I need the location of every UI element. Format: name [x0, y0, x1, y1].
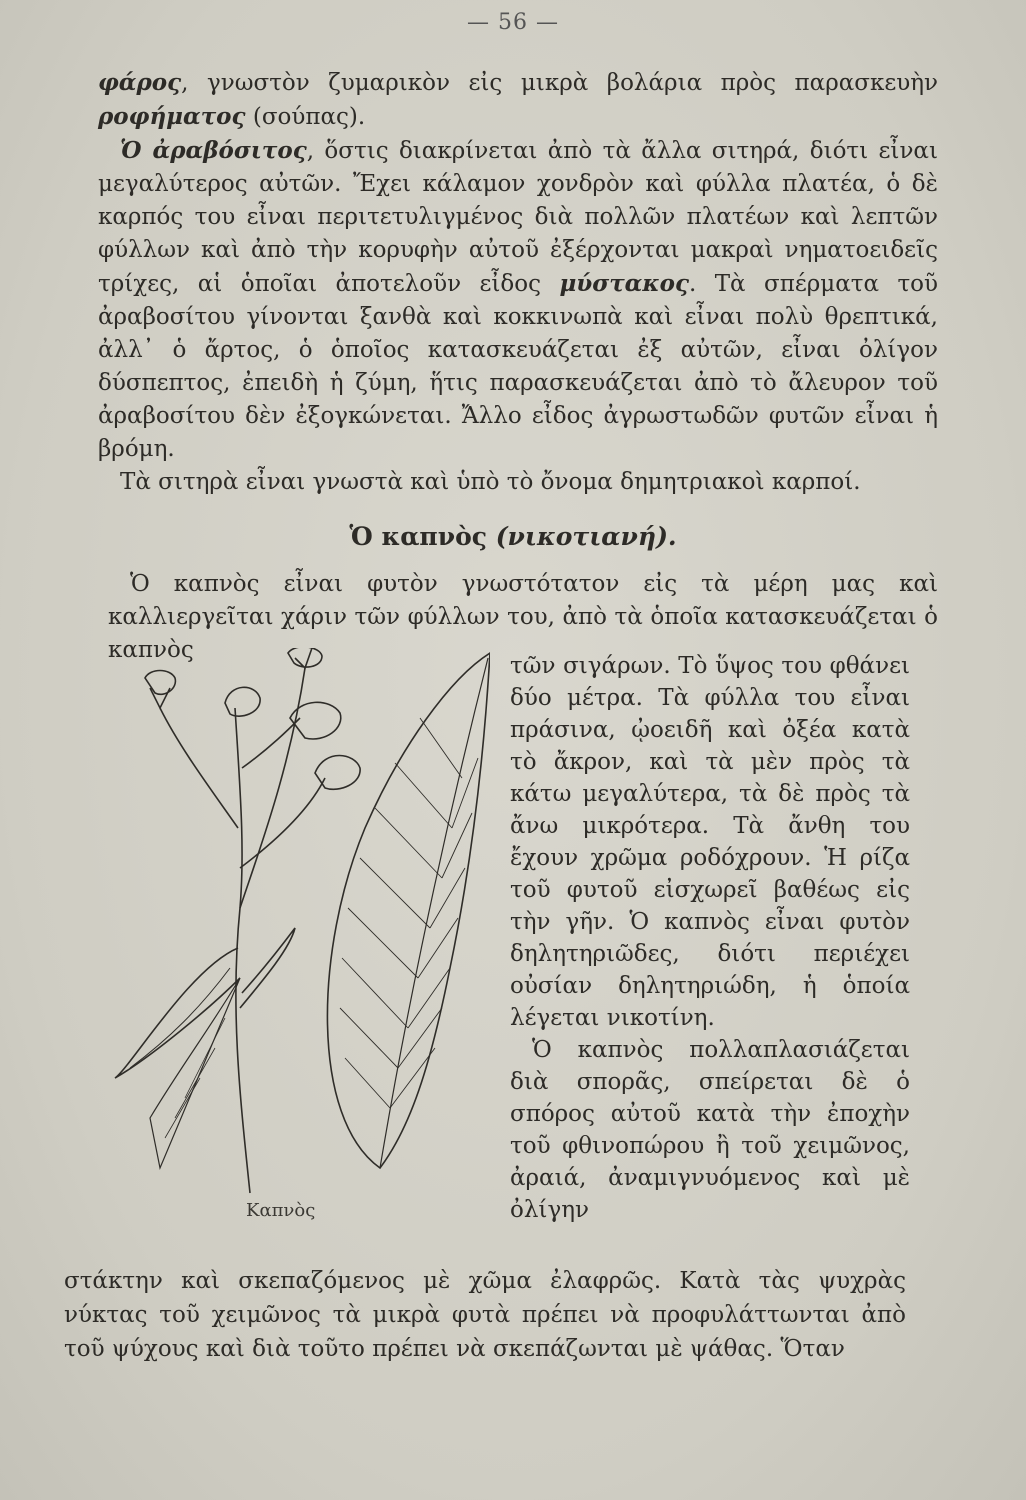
paragraph-corn-text1: , ὅστις διακρίνεται ἀπὸ τὰ ἄλλα σιτηρά, διότι εἶναι μεγαλύτερος αὐτῶν. Ἔχει κάλαμον χονδρὸν καὶ φύλλα πλατέα, ὁ δὲ καρπός του εἶναι περιτετυλιγμένος διὰ πολλῶν πλατέων καὶ λεπτῶν φύλλων καὶ ἀπὸ τὴν κορυφὴν αὐτοῦ ἐξέρχονται μακραὶ νηματοειδεῖς τρίχες, αἱ ὁποῖαι ἀποτελοῦν εἶδος: [98, 138, 938, 297]
tobacco-description: τῶν σιγάρων. Τὸ ὕψος του φθάνει δύο μέτρα. Τὰ φύλλα του εἶναι πράσινα, ᾠοειδῆ καὶ ὀξέα κατὰ τὸ ἄκρον, καὶ τὰ μὲν πρὸς τὰ κάτω μεγαλύτερα, τὰ δὲ πρὸς τὰ ἄνω μικρότερα. Τὰ ἄνθη του ἔχουν χρῶμα ροδόχρουν. Ἡ ρίζα τοῦ φυτοῦ εἰσχωρεῖ βαθέως εἰς τὴν γῆν. Ὁ καπνὸς εἶναι φυτὸν δηλητηριῶδες, διότι περιέχει οὐσίαν δηλητηριώδη, ἡ ὁποία λέγεται νικοτίνη.: [510, 653, 910, 1031]
paragraph-farina: [98, 66, 938, 134]
paragraph-farina-text2: (σούπας).: [245, 104, 366, 130]
plant-stem: [235, 708, 250, 1193]
leaf-left: [115, 948, 240, 1078]
leaf-large: [327, 653, 490, 1168]
tobacco-plant-drawing: [90, 648, 490, 1208]
flower-1: [145, 671, 175, 709]
corn-section: [98, 66, 938, 499]
flower-4: [315, 756, 360, 790]
paragraph-corn-text2: . Τὰ σπέρματα τοῦ ἀραβοσίτου γίνονται ξανθὰ καὶ κοκκινωπὰ καὶ εἶναι πολὺ θρεπτικά, ἀλλ᾽ ὁ ἄρτος, ὁ ὁποῖος κατασκευάζεται ἐξ αὐτῶν, εἶναι ὀλίγον δύσπεπτος, ἐπειδὴ ἡ ζύμη, ἥτις παρασκευάζεται ἀπὸ τὸ ἄλευρον τοῦ ἀραβοσίτου δὲν ἐξογκώνεται. Ἄλλο εἶδος ἀγρωστωδῶν φυτῶν εἶναι ἡ βρόμη.: [98, 271, 938, 462]
heading-sub: (νικοτιανή).: [495, 522, 677, 551]
paragraph-farina-text1: , γνωστὸν ζυμαρικὸν εἰς μικρὰ βολάρια πρὸς παρασκευὴν: [181, 70, 938, 96]
term-rofimatos: ροφήματος: [98, 103, 246, 130]
term-corn: Ὁ ἀραβόσιτος: [120, 137, 307, 164]
term-mystakos: μύστακος: [559, 270, 689, 297]
tobacco-propagation: Ὁ καπνὸς πολλαπλασιάζεται διὰ σπορᾶς, σπείρεται δὲ ὁ σπόρος αὐτοῦ κατὰ τὴν ἐποχὴν τοῦ φθινοπώρου ἢ τοῦ χειμῶνος, ἀραιά, ἀναμιγνυόμενος καὶ μὲ ὀλίγην: [510, 1037, 910, 1223]
page-number: — 56 —: [467, 10, 559, 35]
section-heading-tobacco: [0, 522, 1026, 551]
flower-2: [288, 648, 322, 668]
bottom-paragraph: [64, 1264, 906, 1366]
leaf-small: [240, 928, 295, 1008]
paragraph-cereals: Τὰ σιτηρὰ εἶναι γνωστὰ καὶ ὑπὸ τὸ ὄνομα δημητριακοὶ καρποί.: [120, 469, 861, 495]
bottom-paragraph-text: στάκτην καὶ σκεπαζόμενος μὲ χῶμα ἐλαφρῶς. Κατὰ τὰς ψυχρὰς νύκτας τοῦ χειμῶνος τὰ μικρὰ φυτὰ πρέπει νὰ προφυλάττωνται ἀπὸ τοῦ ψύχους καὶ διὰ τοῦτο πρέπει νὰ σκεπάζωνται μὲ ψάθας. Ὅταν: [64, 1268, 906, 1362]
tobacco-intro-text: Ὁ καπνὸς εἶναι φυτὸν γνωστότατον εἰς τὰ μέρη μας καὶ καλλιεργεῖται χάριν τῶν φύλλων του, ἀπὸ τὰ ὁποῖα κατασκευάζεται ὁ καπνὸς: [108, 571, 938, 663]
term-faros: φάρος: [98, 69, 182, 96]
heading-main: Ὁ καπνὸς: [349, 522, 487, 551]
tobacco-description-column: [510, 650, 910, 1226]
flower-5: [225, 687, 260, 716]
tobacco-illustration: [90, 648, 490, 1238]
paragraph-corn: [98, 134, 938, 466]
figure-caption: Καπνὸς: [246, 1200, 316, 1221]
